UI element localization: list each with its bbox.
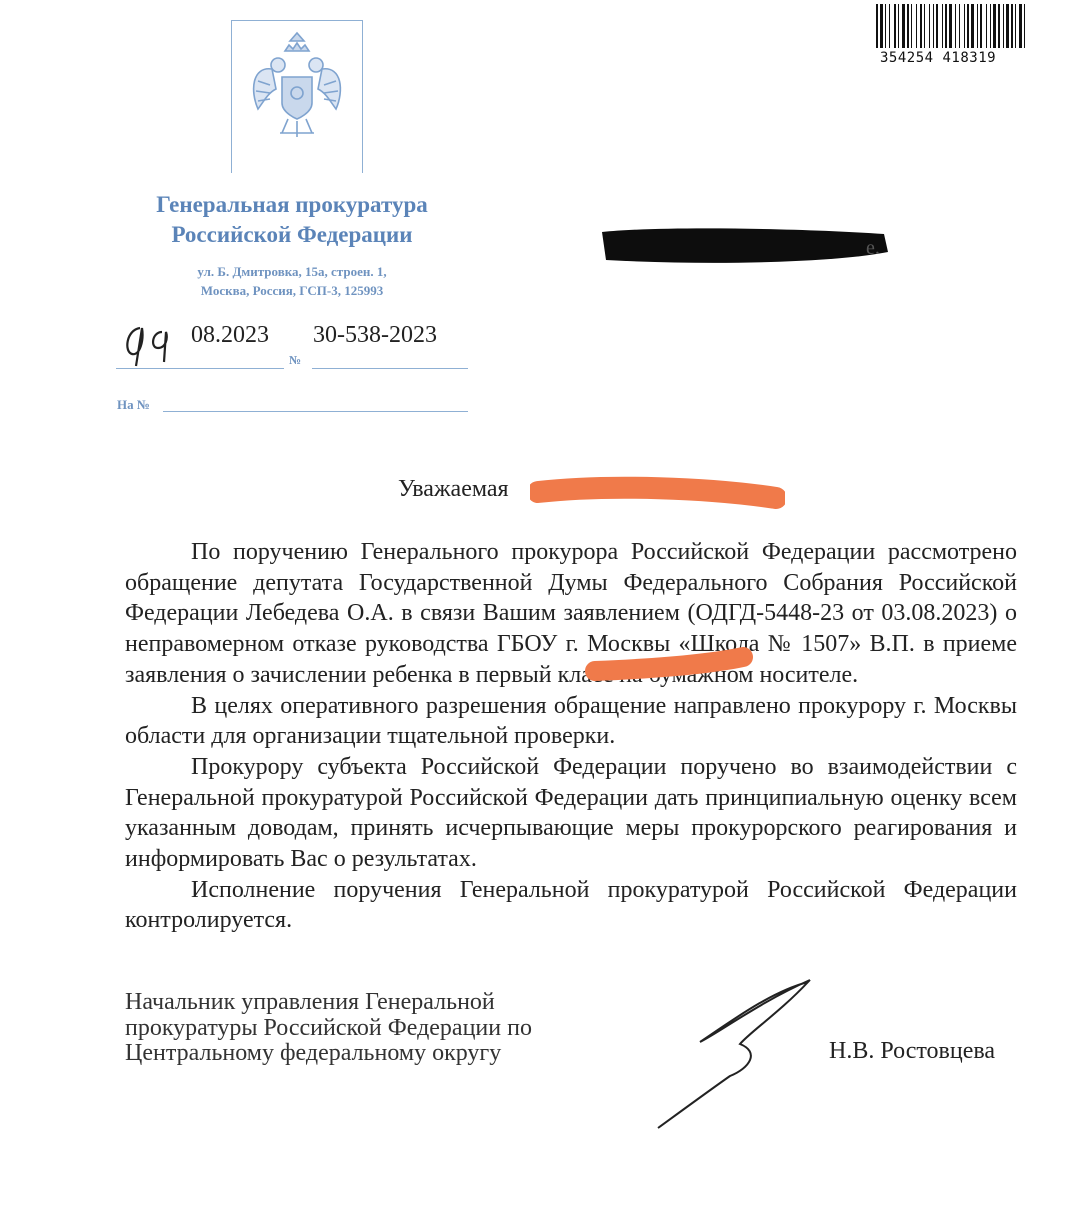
director-name-redaction [585, 645, 755, 690]
org-line2: Российской Федерации [171, 222, 413, 247]
letter-number: 30-538-2023 [313, 322, 437, 348]
emblem-frame [231, 20, 363, 173]
barcode-bar [949, 4, 952, 48]
barcode-number: 354254 418319 [880, 50, 997, 66]
signer-title [125, 990, 595, 1067]
barcode-bar [1011, 4, 1013, 48]
barcode-bars [876, 4, 1028, 48]
russian-coat-of-arms-icon [232, 21, 362, 171]
org-address [116, 262, 468, 300]
barcode-bar [990, 4, 991, 48]
barcode-bar [898, 4, 899, 48]
barcode-bar [967, 4, 969, 48]
barcode-bar [942, 4, 943, 48]
handwritten-day-glyph [118, 320, 188, 370]
orange-redaction-mark-2 [585, 645, 755, 685]
barcode-bar [964, 4, 965, 48]
barcode-bar [933, 4, 934, 48]
barcode-bar [876, 4, 878, 48]
barcode-bar [911, 4, 912, 48]
barcode-bar [885, 4, 886, 48]
signer-title-line2: прокуратуры Российской Федерации по [125, 1014, 532, 1041]
paragraph-4: Исполнение поручения Генеральной прокуратурой Российской Федерации контролируется. [125, 876, 1017, 934]
barcode-bar [902, 4, 905, 48]
svg-text:е.: е. [866, 237, 880, 259]
barcode-bar [880, 4, 883, 48]
handwritten-signature [640, 972, 820, 1137]
barcode-bar [1019, 4, 1022, 48]
signer-title-line1: Начальник управления Генеральной [125, 989, 495, 1015]
name-redaction [530, 470, 785, 525]
black-redaction-mark [598, 222, 890, 268]
paragraph-1: По поручению Генерального прокурора Российской Федерации рассмотрено обращение депутата Государственной Думы Федерального Собрания Российской Федерации Лебедева О.А. в связи Вашим заявлением (ОДГД-5448-23 от 03.08.2023) о неправомерном отказе руководства ГБОУ г. Москвы «Школа № 1507» В.П. в приеме заявления о зачислении ребенка в первый класс на бумажном носителе. [125, 539, 1017, 688]
signer-title-line3: Центральному федеральному округу [125, 1040, 502, 1066]
barcode-bar [1015, 4, 1016, 48]
handwritten-day [118, 320, 188, 375]
paragraph-2: В целях оперативного разрешения обращение направлено прокурору г. Москвы области для организации тщательной проверки. [125, 692, 1017, 750]
barcode-bar [986, 4, 987, 48]
number-underline [312, 368, 468, 369]
barcode-bar [936, 4, 938, 48]
orange-redaction-mark [530, 470, 785, 520]
barcode-bar [929, 4, 930, 48]
barcode [876, 4, 1028, 53]
barcode-bar [916, 4, 917, 48]
date-underline [116, 368, 284, 369]
addressee-redaction [598, 222, 890, 268]
barcode-bar [959, 4, 960, 48]
barcode-bar [894, 4, 896, 48]
barcode-bar [993, 4, 996, 48]
number-label: № [289, 353, 302, 367]
greeting: Уважаемая [398, 476, 509, 502]
paragraph-3: Прокурору субъекта Российской Федерации поручено во взаимодействии с Генеральной прокуратурой Российской Федерации дать принципиальную оценку всем указанным доводам, принять исчерпывающие меры прокурорского реагирования и информировать Вас о результатах. [125, 753, 1017, 873]
address-line1: ул. Б. Дмитровка, 15а, строен. 1, [197, 264, 387, 279]
barcode-bar [920, 4, 922, 48]
reference-label: На № [117, 397, 150, 412]
address-line2: Москва, Россия, ГСП-3, 125993 [200, 283, 384, 298]
barcode-bar [980, 4, 982, 48]
signature-icon [640, 972, 820, 1132]
signer-name: Н.В. Ростовцева [829, 1038, 996, 1064]
barcode-bar [971, 4, 974, 48]
barcode-bar [998, 4, 1000, 48]
barcode-bar [1024, 4, 1025, 48]
barcode-bar [945, 4, 947, 48]
barcode-bar [977, 4, 978, 48]
barcode-bar [955, 4, 956, 48]
barcode-bar [889, 4, 890, 48]
org-line1: Генеральная прокуратура [156, 192, 428, 217]
letter-body [125, 537, 1017, 936]
barcode-bar [924, 4, 925, 48]
barcode-bar [1006, 4, 1009, 48]
letter-date: 08.2023 [191, 322, 269, 348]
org-name [116, 190, 468, 250]
barcode-bar [907, 4, 909, 48]
reference-underline [163, 411, 468, 412]
barcode-bar [1003, 4, 1004, 48]
